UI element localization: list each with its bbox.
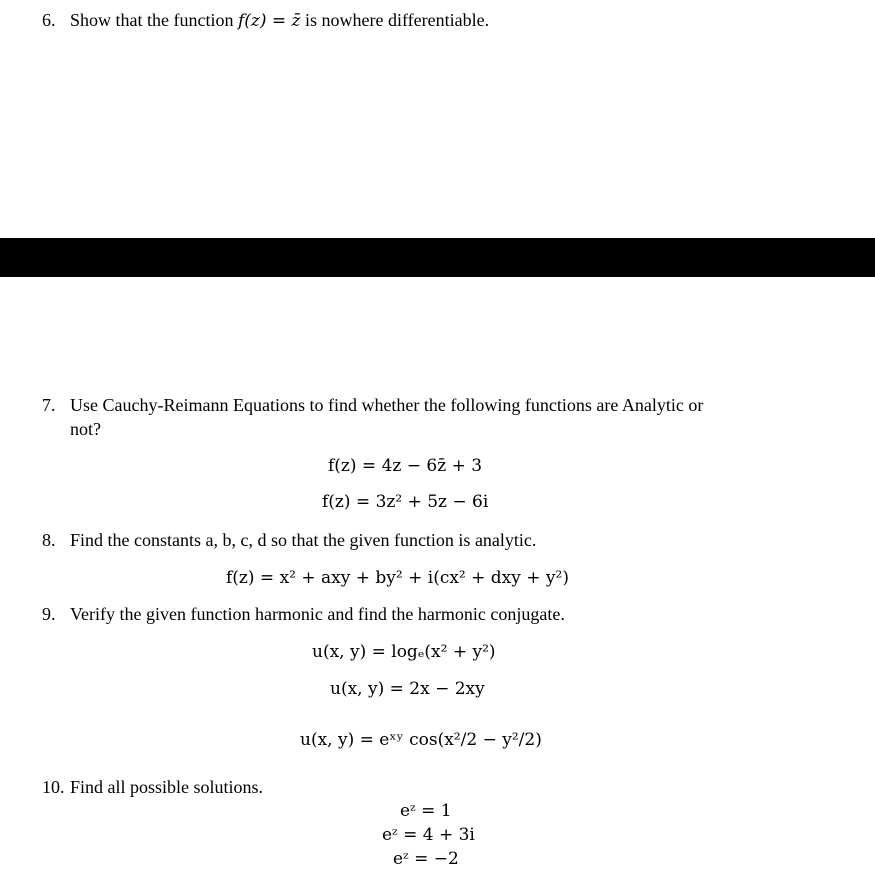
question-7 — [0, 393, 875, 443]
redaction-bar — [0, 238, 875, 277]
equation-10-3: eᶻ = −2 — [393, 849, 459, 869]
equation-9-1: u(x, y) = logₑ(x² + y²) — [312, 642, 496, 662]
equation-7-2: f(z) = 3z² + 5z − 6i — [322, 492, 489, 512]
question-number: 7. — [42, 395, 56, 415]
question-number: 9. — [42, 604, 56, 624]
question-text-line-2: not? — [70, 419, 101, 439]
question-text-after: is nowhere differentiable. — [305, 10, 490, 30]
question-text: Verify the given function harmonic and find the harmonic conjugate. — [70, 604, 565, 624]
equation-8-1: f(z) = x² + axy + by² + i(cx² + dxy + y²) — [226, 568, 569, 588]
question-text: Find the constants a, b, c, d so that the given function is analytic. — [70, 530, 537, 550]
equation-10-2: eᶻ = 4 + 3i — [382, 825, 475, 845]
question-number: 6. — [42, 10, 56, 30]
question-text: Find all possible solutions. — [70, 777, 264, 797]
question-number: 8. — [42, 530, 56, 550]
question-text-before: Show that the function — [70, 10, 234, 30]
equation-9-3: u(x, y) = eˣʸ cos(x²/2 − y²/2) — [300, 730, 542, 750]
question-number: 10. — [42, 777, 65, 797]
question-text — [70, 8, 489, 33]
equation-9-2: u(x, y) = 2x − 2xy — [330, 679, 485, 699]
question-text-line-1: Use Cauchy-Reimann Equations to find whether the following functions are Analytic or — [70, 395, 704, 415]
equation-7-1: f(z) = 4z − 6z̄ + 3 — [328, 456, 483, 476]
equation-10-1: eᶻ = 1 — [400, 801, 452, 821]
function-expression: f(z) = z̄ — [237, 11, 301, 31]
